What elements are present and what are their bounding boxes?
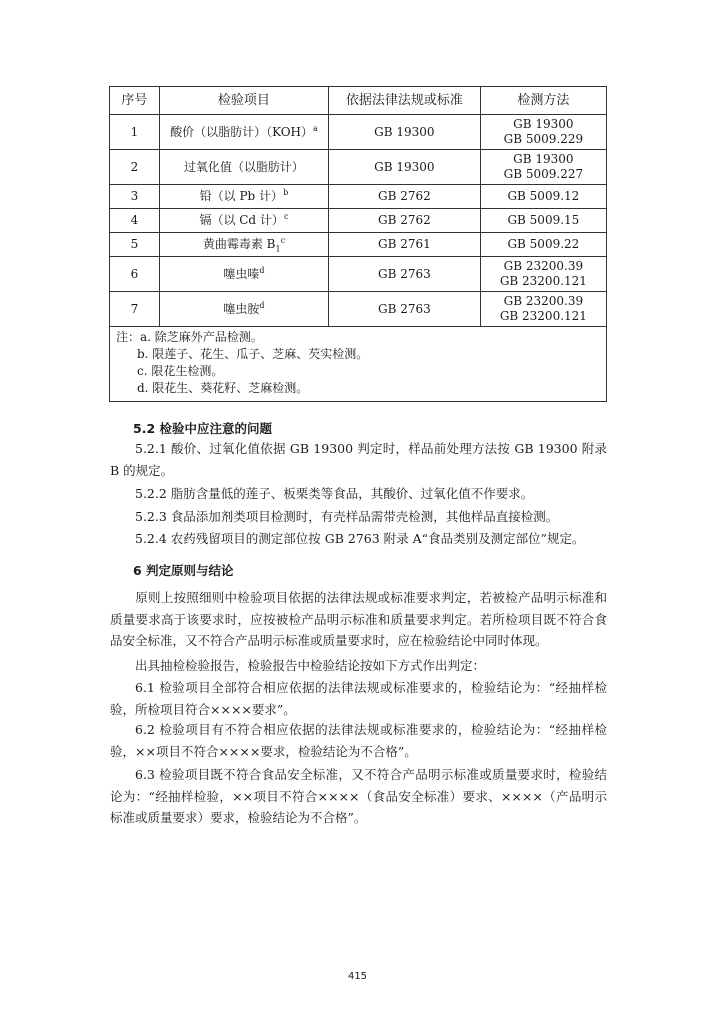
header-test-method: 检测方法 bbox=[480, 87, 606, 115]
cell-inspection-item bbox=[159, 292, 328, 327]
method-line: GB 23200.121 bbox=[499, 309, 587, 323]
footnote-mark: b bbox=[283, 188, 289, 197]
paragraph-text: 6.3 检验项目既不符合食品安全标准，又不符合产品明示标准或质量要求时，检验结论为：“经抽样检验，××项目不符合××××（食品安全标准）要求、××××（产品明示标准或质量要求）要求，检验结论为不合格”。 bbox=[110, 767, 607, 825]
cell-test-method bbox=[480, 292, 606, 327]
paragraph-text: 出具抽检检验报告，检验报告中检验结论按如下方式作出判定： bbox=[135, 658, 486, 673]
table-header-row bbox=[110, 87, 607, 115]
section-5-2-heading: 5.2 检验中应注意的问题 bbox=[133, 421, 272, 436]
paragraph-6-principle bbox=[110, 587, 607, 652]
method-line: GB 5009.229 bbox=[503, 132, 584, 146]
table-notes bbox=[110, 327, 607, 402]
cell-serial-no: 5 bbox=[110, 233, 160, 257]
paragraph-text: 5.2.2 脂肪含量低的莲子、板栗类等食品，其酸价、过氧化值不作要求。 bbox=[135, 486, 534, 501]
item-text: 镉（以 Cd 计） bbox=[199, 213, 284, 227]
paragraph-6-3 bbox=[110, 764, 607, 829]
paragraph-5-2-4 bbox=[110, 528, 607, 550]
cell-basis-standard: GB 19300 bbox=[329, 150, 481, 185]
table-row bbox=[110, 185, 607, 209]
subscript-mark: 1 bbox=[275, 244, 281, 254]
cell-test-method: GB 5009.15 bbox=[480, 209, 606, 233]
method-line: GB 5009.227 bbox=[503, 167, 584, 181]
paragraph-text: 6.2 检验项目有不符合相应依据的法律法规或标准要求的，检验结论为：“经抽样检验，××项目不符合××××要求，检验结论为不合格”。 bbox=[110, 722, 607, 759]
cell-test-method bbox=[480, 115, 606, 150]
table-row bbox=[110, 257, 607, 292]
cell-inspection-item bbox=[159, 257, 328, 292]
table-row bbox=[110, 209, 607, 233]
note-line-b: b. 限莲子、花生、瓜子、芝麻、芡实检测。 bbox=[137, 347, 369, 361]
item-text: 黄曲霉毒素 B bbox=[202, 237, 276, 251]
note-line-a: 注：a. 除芝麻外产品检测。 bbox=[116, 330, 263, 344]
cell-serial-no: 7 bbox=[110, 292, 160, 327]
footnote-mark: a bbox=[313, 123, 318, 133]
footnote-mark: d bbox=[259, 265, 265, 275]
table-row bbox=[110, 233, 607, 257]
method-line: GB 19300 bbox=[513, 152, 574, 166]
cell-inspection-item bbox=[159, 185, 328, 209]
item-text: 噻虫胺 bbox=[223, 301, 260, 316]
method-line: GB 19300 bbox=[513, 117, 574, 131]
cell-basis-standard: GB 2762 bbox=[329, 209, 481, 233]
item-text: 酸价（以脂肪计）（KOH） bbox=[170, 124, 314, 139]
cell-test-method: GB 5009.22 bbox=[480, 233, 606, 257]
cell-test-method: GB 5009.12 bbox=[480, 185, 606, 209]
cell-test-method bbox=[480, 257, 606, 292]
paragraph-5-2-1 bbox=[110, 438, 607, 481]
cell-inspection-item bbox=[159, 233, 328, 257]
paragraph-text: 6.1 检验项目全部符合相应依据的法律法规或标准要求的，检验结论为：“经抽样检验，所检项目符合××××要求”。 bbox=[110, 680, 607, 717]
table-row bbox=[110, 150, 607, 185]
footnote-mark: c bbox=[283, 212, 289, 221]
footnote-mark: c bbox=[280, 236, 286, 245]
paragraph-5-2-2 bbox=[110, 483, 607, 505]
paragraph-text: 5.2.4 农药残留项目的测定部位按 GB 2763 附录 A“食品类别及测定部位”规定。 bbox=[135, 531, 585, 546]
paragraph-text: 原则上按照细则中检验项目依据的法律法规或标准要求判定，若被检产品明示标准和质量要求高于该要求时，应按被检产品明示标准和质量要求判定。若所检项目既不符合食品安全标准，又不符合产品明示标准或质量要求时，应在检验结论中同时体现。 bbox=[110, 590, 607, 648]
table-row bbox=[110, 115, 607, 150]
cell-inspection-item bbox=[159, 115, 328, 150]
method-line: GB 23200.121 bbox=[499, 274, 587, 288]
paragraph-5-2-3 bbox=[110, 506, 607, 528]
method-line: GB 23200.39 bbox=[503, 294, 584, 308]
header-serial-no: 序号 bbox=[110, 87, 160, 115]
cell-serial-no: 3 bbox=[110, 185, 160, 209]
item-text: 铅（以 Pb 计） bbox=[199, 189, 284, 203]
cell-basis-standard: GB 2762 bbox=[329, 185, 481, 209]
cell-basis-standard: GB 2761 bbox=[329, 233, 481, 257]
cell-inspection-item bbox=[159, 150, 328, 185]
paragraph-6-1 bbox=[110, 677, 607, 720]
item-text: 噻虫嗪 bbox=[223, 266, 260, 281]
cell-basis-standard: GB 2763 bbox=[329, 257, 481, 292]
note-line-c: c. 限花生检测。 bbox=[137, 364, 224, 378]
method-line: GB 23200.39 bbox=[503, 259, 584, 273]
page-number: 415 bbox=[347, 971, 368, 982]
cell-basis-standard: GB 2763 bbox=[329, 292, 481, 327]
paragraph-text: 5.2.1 酸价、过氧化值依据 GB 19300 判定时，样品前处理方法按 GB 19300 附录 B 的规定。 bbox=[110, 441, 607, 478]
paragraph-text: 5.2.3 食品添加剂类项目检测时，有壳样品需带壳检测，其他样品直接检测。 bbox=[135, 509, 559, 524]
inspection-items-table bbox=[109, 86, 607, 402]
cell-test-method bbox=[480, 150, 606, 185]
cell-basis-standard: GB 19300 bbox=[329, 115, 481, 150]
table-notes-row bbox=[110, 327, 607, 402]
section-6-heading: 6 判定原则与结论 bbox=[133, 563, 234, 578]
header-inspection-item: 检验项目 bbox=[159, 87, 328, 115]
paragraph-6-report bbox=[110, 655, 607, 677]
cell-serial-no: 1 bbox=[110, 115, 160, 150]
item-text: 过氧化值（以脂肪计） bbox=[183, 159, 304, 174]
table-row bbox=[110, 292, 607, 327]
cell-serial-no: 2 bbox=[110, 150, 160, 185]
footnote-mark: d bbox=[259, 300, 265, 310]
cell-serial-no: 4 bbox=[110, 209, 160, 233]
note-line-d: d. 限花生、葵花籽、芝麻检测。 bbox=[137, 381, 309, 395]
cell-serial-no: 6 bbox=[110, 257, 160, 292]
paragraph-6-2 bbox=[110, 719, 607, 762]
header-basis-standard: 依据法律法规或标准 bbox=[329, 87, 481, 115]
cell-inspection-item bbox=[159, 209, 328, 233]
